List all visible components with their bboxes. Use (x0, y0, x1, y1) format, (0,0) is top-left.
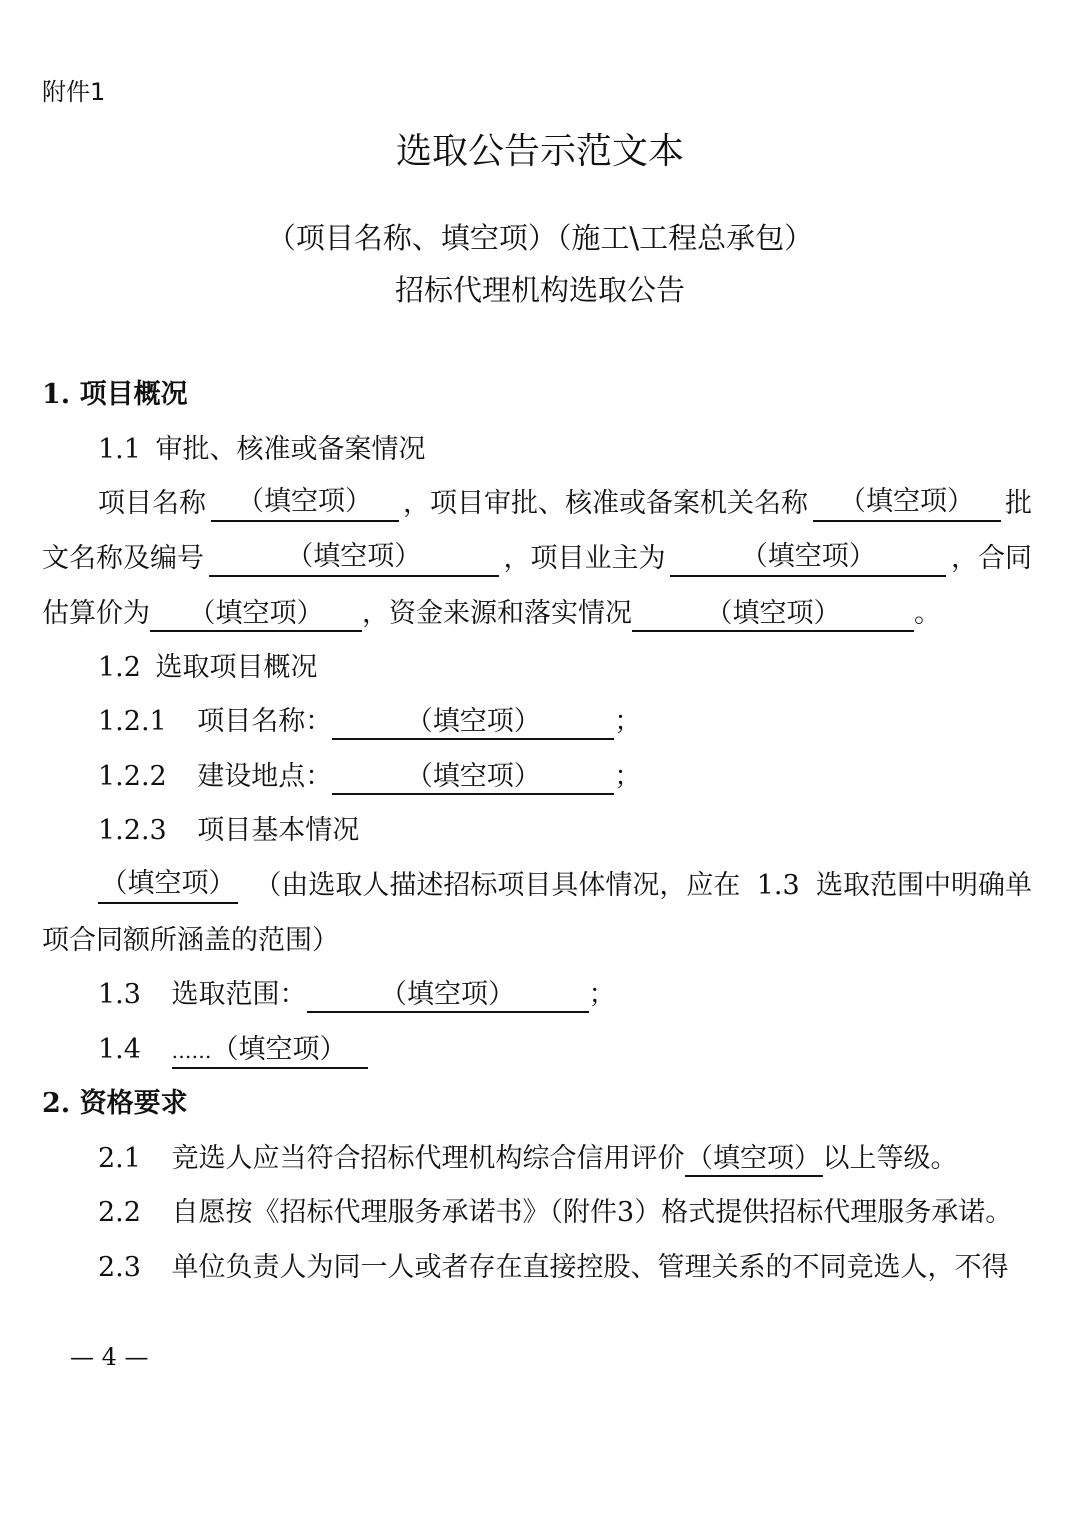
subsection-number: 1.3 (98, 979, 141, 1010)
item-label: 项目基本情况 (197, 815, 360, 846)
text: 竞选人应当符合招标代理机构综合信用评价 (171, 1143, 685, 1174)
section-title: 项目概况 (79, 379, 188, 410)
subsection-1-4 (98, 1032, 368, 1069)
project-description-line-2: 项合同额所涵盖的范围） (42, 925, 339, 956)
fill-blank: （填空项） (307, 979, 589, 1013)
fill-blank: （填空项） (670, 541, 946, 577)
text: 以上等级。 (822, 1143, 958, 1174)
attachment-label: 附件1 (42, 78, 106, 106)
fill-blank: （填空项） (685, 1143, 823, 1177)
subsection-label: 选取范围： (171, 979, 307, 1010)
paragraph-approval-line-2 (42, 541, 1032, 577)
fill-blank: （填空项） (98, 868, 238, 904)
subsection-1-3 (98, 977, 616, 1013)
placeholder-text: （填空项） (211, 1034, 347, 1065)
section-number: 2. (42, 1088, 71, 1119)
subsection-number: 2.2 (98, 1197, 141, 1228)
text: 估算价为 (42, 598, 150, 629)
text: 选取范围中明确单 (815, 870, 1032, 901)
subsection-number: 1.1 (98, 434, 141, 465)
item-1-2-3 (98, 813, 359, 849)
text: 自愿按《招标代理服务承诺书》（附件 (171, 1197, 618, 1228)
item-label: 项目名称： (197, 706, 333, 737)
text: ，合同 (951, 543, 1032, 574)
subsection-2-3 (98, 1250, 1009, 1286)
text: ，资金来源和落实情况 (362, 598, 632, 629)
text: ）格式提供招标代理服务承诺。 (634, 1197, 1013, 1228)
document-title: 选取公告示范文本 (395, 131, 684, 172)
subtitle-project: （项目名称、填空项）（施工\工程总承包） (266, 221, 814, 255)
subsection-title: 选取项目概况 (155, 652, 318, 683)
paragraph-approval-line-3 (42, 596, 941, 632)
item-1-2-1 (98, 704, 641, 740)
text: 。 (914, 598, 941, 629)
fill-blank: （填空项） (332, 706, 614, 740)
item-label: 建设地点： (197, 761, 333, 792)
item-number: 1.2.2 (98, 761, 167, 792)
text: ，项目审批、核准或备案机关名称 (403, 488, 808, 519)
subsection-number: 2.3 (98, 1252, 141, 1283)
item-number: 1.2.3 (98, 815, 167, 846)
subsection-number: 1.2 (98, 652, 141, 683)
subsection-title: 审批、核准或备案情况 (155, 434, 426, 465)
subsection-2-2 (98, 1195, 1012, 1231)
subtitle-notice: 招标代理机构选取公告 (394, 273, 685, 307)
text: ； (614, 706, 642, 737)
text: ； (614, 761, 642, 792)
fill-blank: （填空项） (211, 486, 399, 522)
text: ，项目业主为 (503, 543, 666, 574)
text: 文名称及编号 (42, 543, 204, 574)
attachment-number: 3 (617, 1197, 635, 1228)
subsection-number: 2.1 (98, 1143, 141, 1174)
reference-number: 1.3 (756, 870, 800, 901)
page-number: — 4 — (70, 1343, 149, 1371)
fill-blank: （填空项） (332, 761, 614, 795)
subsection-2-1 (98, 1141, 958, 1177)
item-1-2-2 (98, 759, 641, 795)
section-title: 资格要求 (79, 1088, 188, 1119)
item-number: 1.2.1 (98, 706, 167, 737)
fill-blank (172, 1034, 368, 1069)
section-2-heading (42, 1086, 188, 1122)
text: 单位负责人为同一人或者存在直接控股、管理关系的不同竞选人，不得 (171, 1252, 1009, 1283)
text: 项目名称 (98, 488, 206, 519)
fill-blank: （填空项） (813, 486, 1001, 522)
text: ； (588, 979, 616, 1010)
subsection-number: 1.4 (98, 1034, 141, 1065)
text: 批 (1005, 488, 1032, 519)
subsection-1-2 (98, 650, 318, 686)
subsection-1-1 (98, 432, 426, 468)
paragraph-approval-line-1 (98, 486, 1032, 522)
section-number: 1. (42, 379, 71, 410)
section-1-heading (42, 377, 188, 413)
ellipsis: …… (171, 1039, 212, 1063)
fill-blank: （填空项） (209, 541, 499, 577)
project-description-line-1 (98, 868, 1032, 904)
fill-blank: （填空项） (632, 598, 914, 632)
text: （由选取人描述招标项目具体情况，应在 (254, 870, 741, 901)
fill-blank: （填空项） (150, 598, 362, 632)
